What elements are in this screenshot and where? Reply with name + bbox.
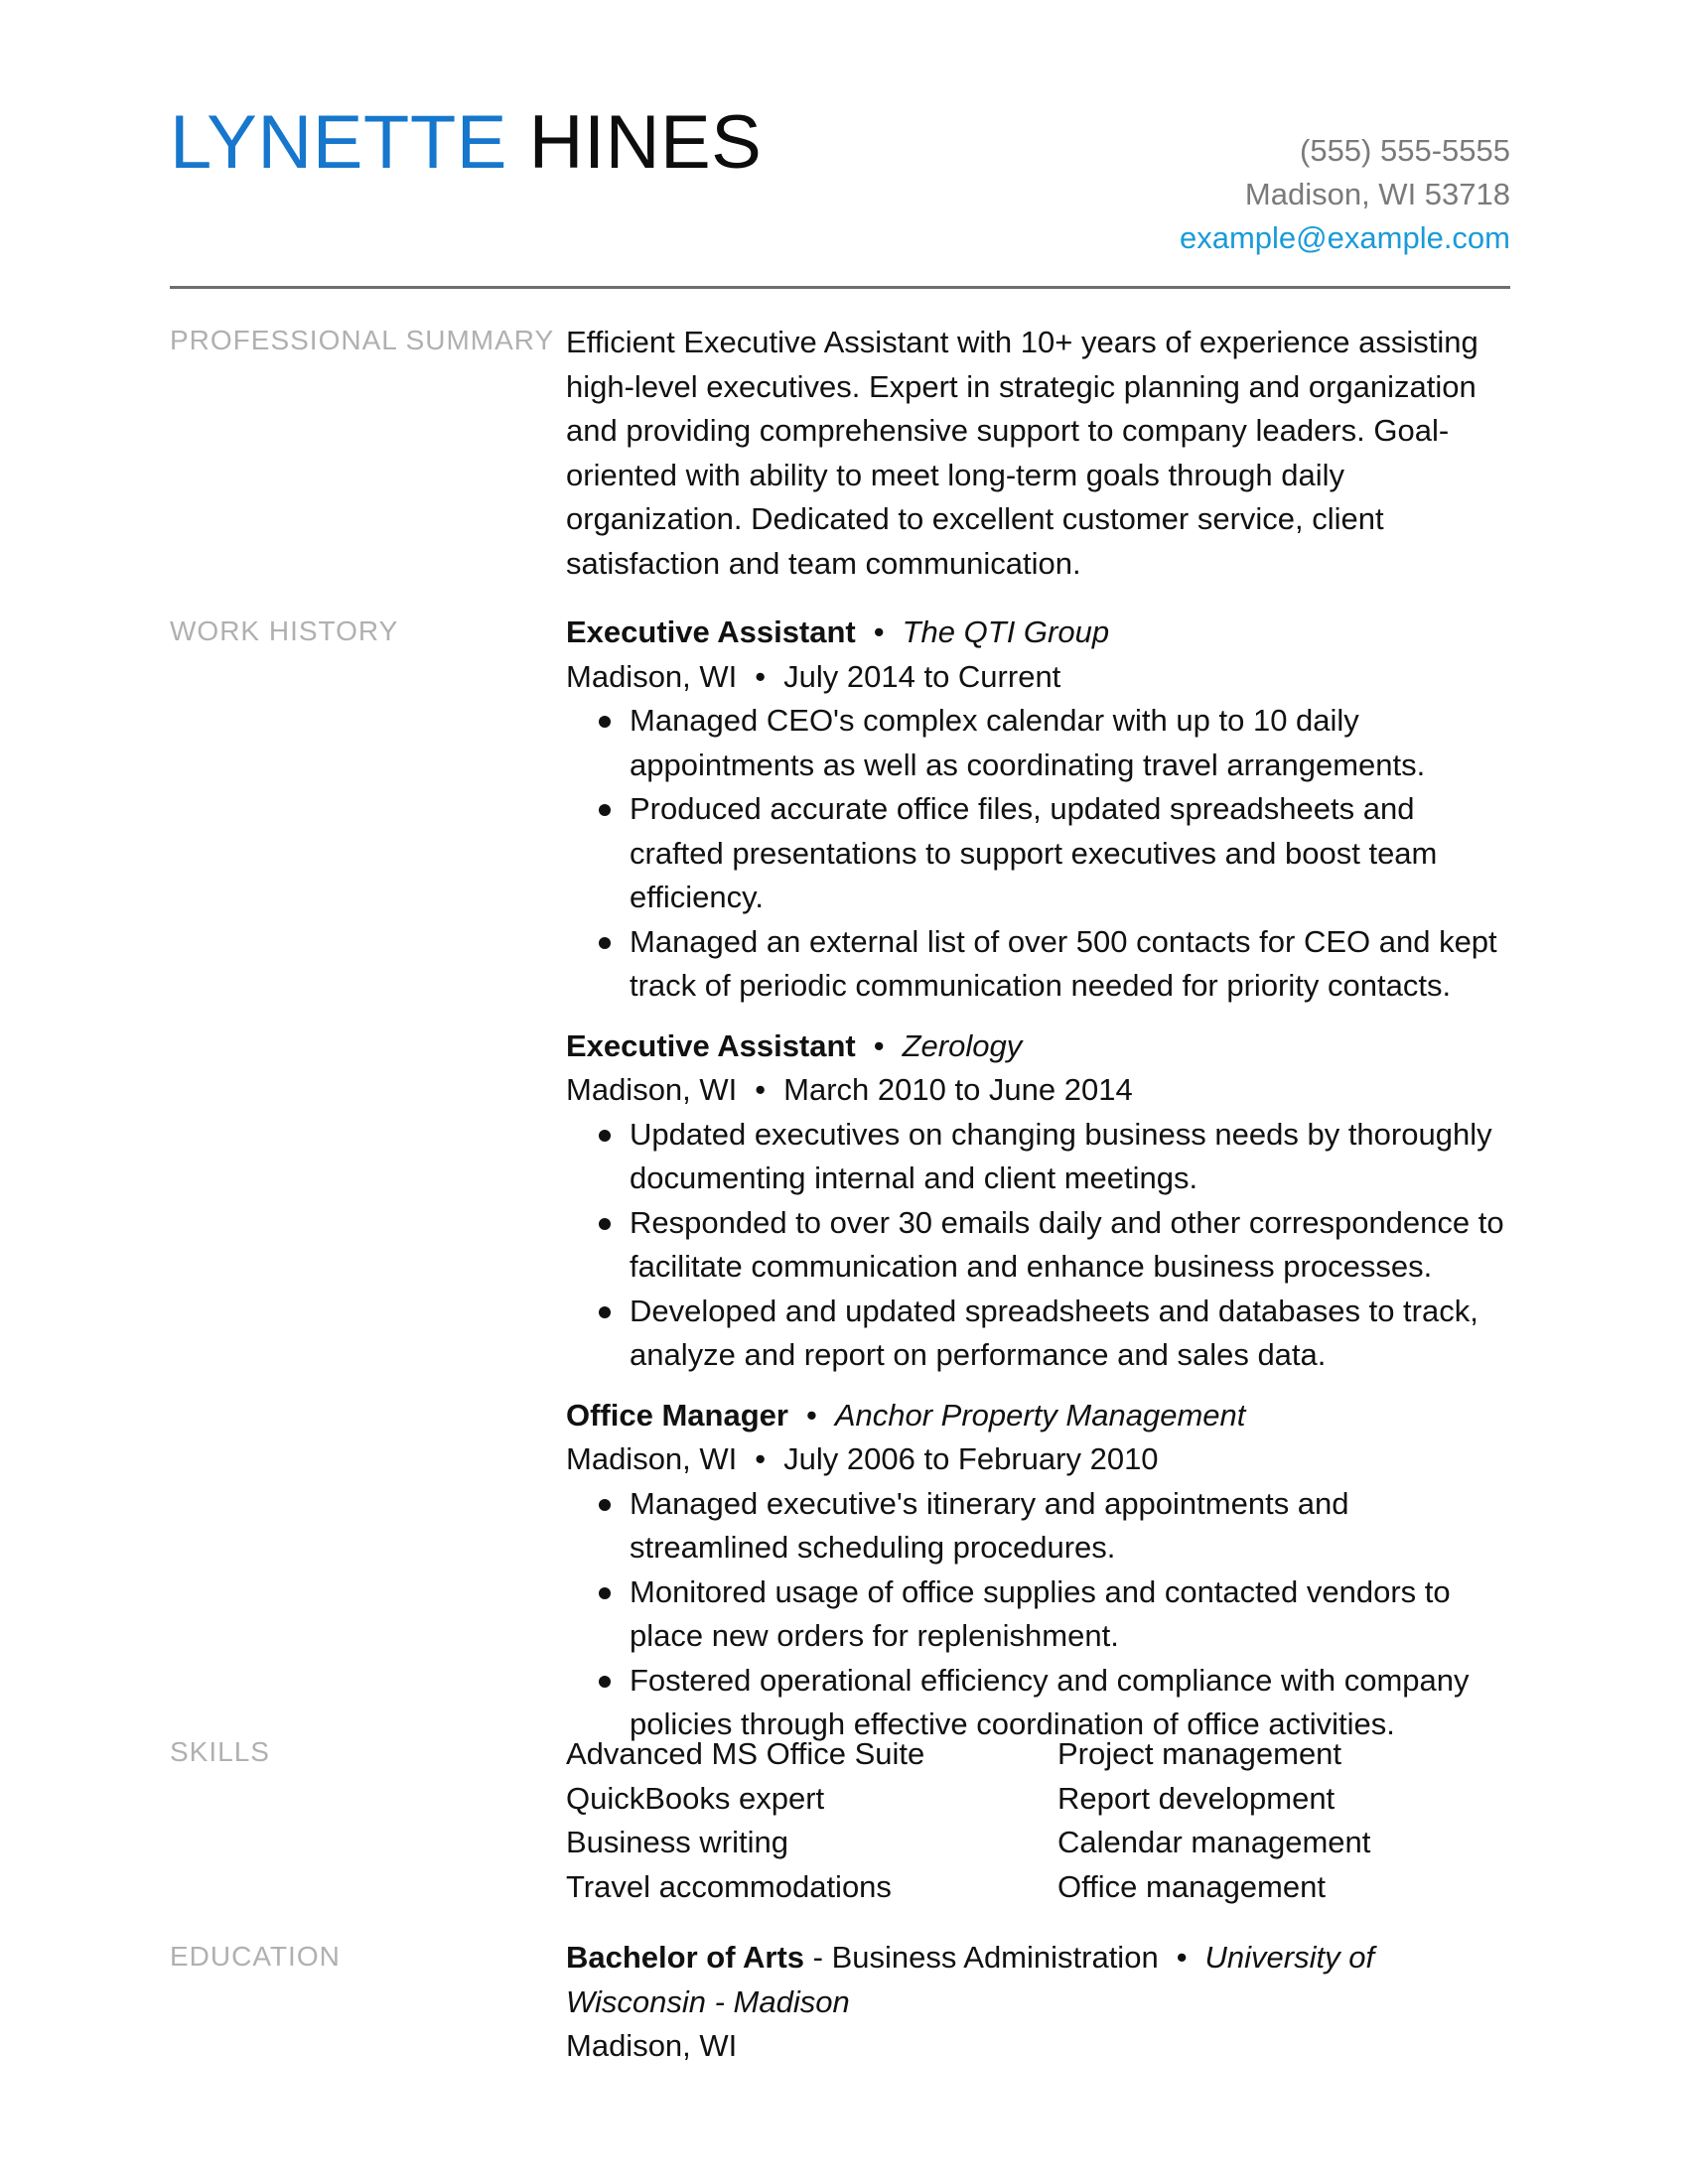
contact-info [1180,129,1510,260]
separator-dot: • [805,1397,817,1433]
job-bullets [566,1482,1509,1747]
job-bullet: Updated executives on changing business needs by thoroughly documenting internal and client meetings. [630,1113,1509,1201]
job-bullet: Produced accurate office files, updated spreadsheets and crafted presentations to support executives and boost team efficiency. [630,787,1509,920]
job-entry [566,1024,1509,1378]
separator-dot: • [755,1441,767,1476]
first-name: LYNETTE [170,100,507,185]
job-entry [566,1394,1509,1747]
job-bullet: Monitored usage of office supplies and contacted vendors to place new orders for replenishment. [630,1570,1509,1659]
skill-item: Office management [1057,1868,1326,1904]
separator-dot: • [873,614,885,649]
summary-label: PROFESSIONAL SUMMARY [170,325,555,355]
field-of-study: Business Administration [831,1940,1159,1975]
skill-item: Report development [1057,1780,1336,1816]
job-bullet: Developed and updated spreadsheets and databases to track, analyze and report on performance and sales data. [630,1290,1509,1378]
job-bullet: Managed CEO's complex calendar with up to 10 daily appointments as well as coordinating travel arrangements. [630,699,1509,787]
skills-list [566,1732,1509,1909]
candidate-name [170,101,762,185]
job-dates: March 2010 to June 2014 [783,1072,1133,1107]
company-name: Anchor Property Management [834,1397,1246,1433]
job-heading [566,1394,1509,1438]
job-title: Executive Assistant [566,1027,856,1063]
company-name: The QTI Group [902,614,1110,649]
school-name: University of Wisconsin - Madison [566,1940,1375,2019]
work-history-list [566,611,1509,1763]
job-title: Executive Assistant [566,614,856,649]
header-divider [170,286,1510,289]
job-title: Office Manager [566,1397,788,1433]
job-meta [566,1068,1509,1113]
job-entry [566,611,1509,1009]
job-heading [566,611,1509,655]
job-location: Madison, WI [566,658,738,694]
separator-dot: • [755,1072,767,1107]
job-location: Madison, WI [566,1072,738,1107]
job-bullet: Fostered operational efficiency and compliance with company policies through effective coordination of office activities. [630,1659,1509,1747]
degree: Bachelor of Arts [566,1940,805,1975]
job-dates: July 2006 to February 2010 [783,1441,1159,1476]
education-heading [566,1936,1509,2024]
job-bullet: Managed executive's itinerary and appointments and streamlined scheduling procedures. [630,1482,1509,1570]
work-history-label: WORK HISTORY [170,615,399,646]
skill-item: Advanced MS Office Suite [566,1736,925,1771]
job-meta [566,1437,1509,1482]
address: Madison, WI 53718 [1244,177,1510,211]
company-name: Zerology [902,1027,1023,1063]
job-bullet: Responded to over 30 emails daily and other correspondence to facilitate communication and enhance business processes. [630,1201,1509,1290]
phone: (555) 555-5555 [1300,133,1510,168]
education-location: Madison, WI [566,2028,738,2063]
skill-item: Project management [1057,1736,1342,1771]
email-link[interactable]: example@example.com [1180,220,1510,255]
job-bullet: Managed an external list of over 500 contacts for CEO and kept track of periodic communication needed for priority contacts. [630,920,1509,1009]
separator-dot: • [1176,1940,1188,1975]
job-bullets [566,1113,1509,1378]
skill-item: Travel accommodations [566,1868,892,1904]
separator-dot: • [873,1027,885,1063]
skill-item: Business writing [566,1825,788,1859]
education-label: EDUCATION [170,1941,341,1972]
separator-dot: • [755,658,767,694]
education-entry [566,1936,1509,2069]
job-location: Madison, WI [566,1441,738,1476]
field-separator: - [804,1940,832,1975]
skill-item: QuickBooks expert [566,1780,825,1816]
job-heading [566,1024,1509,1069]
last-name: HINES [528,100,763,185]
job-dates: July 2014 to Current [783,658,1061,694]
job-bullets [566,699,1509,1009]
skill-item: Calendar management [1057,1825,1371,1859]
job-meta [566,655,1509,700]
summary-text: Efficient Executive Assistant with 10+ years of experience assisting high-level executives. Expert in strategic planning and organization and providing comprehensive support to company leaders. Goal-oriented with ability to meet long-term goals through daily organization. Dedicated to excellent customer service, client satisfaction and team communication. [566,325,1478,581]
skills-grid [566,1732,1509,1909]
skills-label: SKILLS [170,1736,270,1767]
